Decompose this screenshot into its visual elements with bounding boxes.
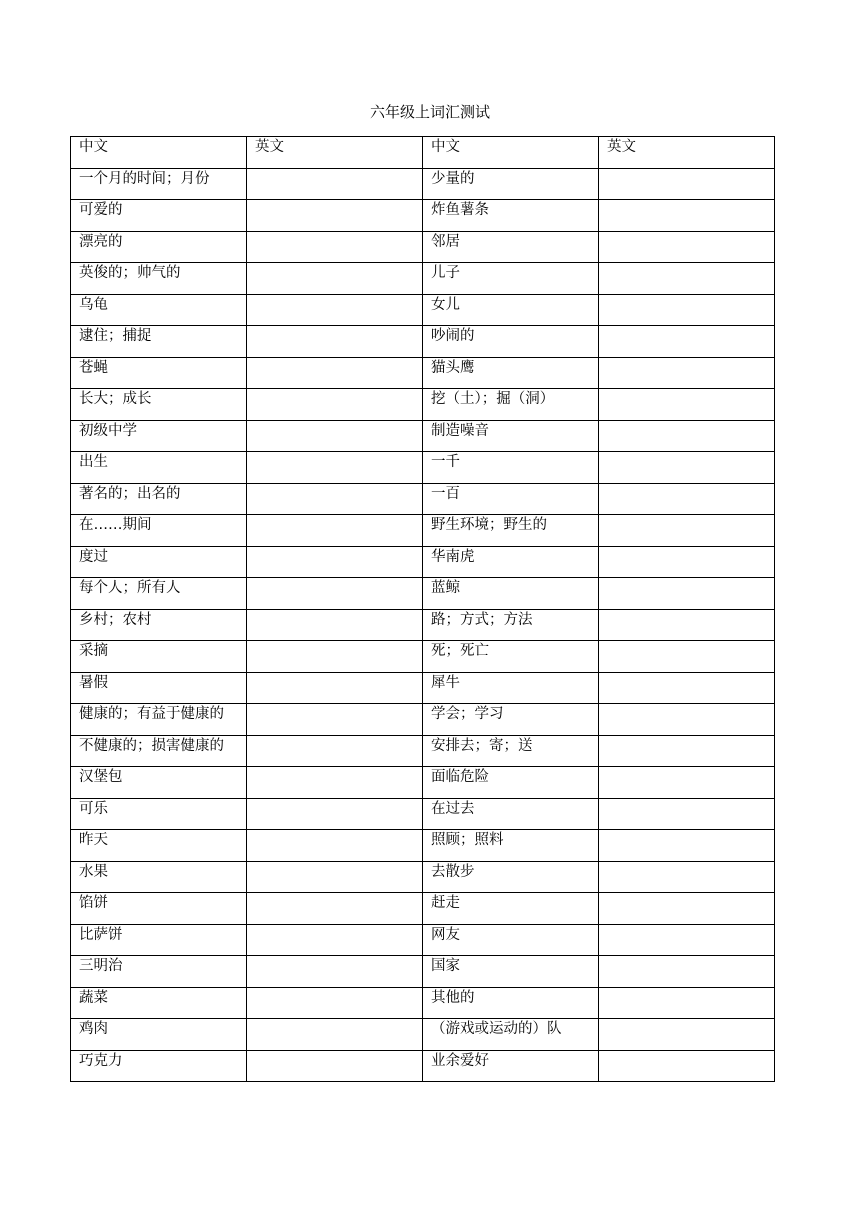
table-row [71, 483, 775, 515]
table-row [71, 578, 775, 610]
english-answer [255, 1019, 422, 1020]
english-answer [607, 452, 774, 453]
english-answer-cell-left[interactable] [247, 546, 423, 578]
chinese-term: 一百 [431, 485, 460, 502]
english-answer [255, 452, 422, 453]
chinese-term: 赶走 [431, 895, 460, 911]
chinese-cell-left [71, 1050, 247, 1082]
english-answer [607, 1019, 774, 1020]
english-answer-cell-right[interactable] [599, 483, 775, 515]
chinese-cell-left [71, 294, 247, 326]
english-answer-cell-right[interactable] [599, 578, 775, 610]
english-answer-cell-left[interactable] [247, 830, 423, 862]
chinese-cell-right [423, 200, 599, 232]
table-row [71, 546, 775, 578]
english-answer-cell-left[interactable] [247, 735, 423, 767]
chinese-cell-left [71, 987, 247, 1019]
english-answer [255, 295, 422, 296]
chinese-cell-left [71, 231, 247, 263]
english-answer-cell-right[interactable] [599, 704, 775, 736]
english-answer [255, 704, 422, 705]
chinese-term: 儿子 [431, 265, 460, 281]
english-answer [255, 956, 422, 957]
table-row [71, 798, 775, 830]
english-answer-cell-left[interactable] [247, 704, 423, 736]
english-answer-cell-left[interactable] [247, 200, 423, 232]
chinese-term: 制造噪音 [431, 422, 489, 439]
chinese-cell-right [423, 798, 599, 830]
chinese-term: 一千 [431, 454, 460, 470]
english-answer [255, 421, 422, 422]
chinese-cell-right [423, 830, 599, 862]
english-answer [607, 830, 774, 831]
chinese-cell-left [71, 452, 247, 484]
chinese-term: 挖（土）；掘（洞） [431, 391, 555, 407]
chinese-term: 吵闹的 [431, 328, 475, 344]
chinese-term: 汉堡包 [79, 769, 123, 785]
chinese-cell-left [71, 357, 247, 389]
chinese-cell-left [71, 641, 247, 673]
chinese-term: 比萨饼 [79, 926, 123, 943]
chinese-term: 少量的 [431, 170, 475, 187]
chinese-term: 猫头鹰 [431, 359, 475, 376]
chinese-term: 可乐 [79, 800, 108, 817]
chinese-term: 野生环境；野生的 [431, 517, 547, 533]
chinese-cell-left [71, 861, 247, 893]
english-answer [255, 515, 422, 516]
chinese-term: 馅饼 [79, 895, 108, 911]
english-answer [607, 200, 774, 201]
chinese-cell-left [71, 546, 247, 578]
english-answer [607, 767, 774, 768]
english-answer [607, 704, 774, 705]
english-answer-cell-left[interactable] [247, 515, 423, 547]
english-answer [255, 830, 422, 831]
chinese-term: 网友 [431, 926, 460, 943]
chinese-cell-left [71, 326, 247, 358]
table-row [71, 357, 775, 389]
chinese-cell-right [423, 956, 599, 988]
header-label: 英文 [607, 139, 636, 155]
chinese-term: 漂亮的 [79, 233, 123, 250]
chinese-term: 暑假 [79, 674, 108, 691]
english-answer [607, 515, 774, 516]
english-answer-cell-right[interactable] [599, 830, 775, 862]
chinese-cell-right [423, 578, 599, 610]
english-answer [255, 641, 422, 642]
chinese-term: 照顾；照料 [431, 832, 504, 848]
chinese-term: 路；方式；方法 [431, 611, 533, 628]
table-row [71, 735, 775, 767]
english-answer-cell-right[interactable] [599, 609, 775, 641]
chinese-cell-right [423, 893, 599, 925]
english-answer [255, 326, 422, 327]
english-answer-cell-left[interactable] [247, 294, 423, 326]
english-answer [607, 389, 774, 390]
chinese-term: 健康的；有益于健康的 [79, 706, 224, 722]
english-answer [255, 547, 422, 548]
english-answer-cell-left[interactable] [247, 168, 423, 200]
chinese-cell-left [71, 830, 247, 862]
chinese-term: 去散步 [431, 863, 475, 880]
english-answer [255, 673, 422, 674]
table-row [71, 956, 775, 988]
table-row [71, 263, 775, 295]
table-row [71, 893, 775, 925]
chinese-cell-left [71, 483, 247, 515]
chinese-term: 著名的；出名的 [79, 485, 181, 502]
english-answer [607, 673, 774, 674]
english-answer-cell-right[interactable] [599, 326, 775, 358]
english-answer [255, 232, 422, 233]
chinese-term: 度过 [79, 548, 108, 565]
english-answer-cell-right[interactable] [599, 294, 775, 326]
chinese-term: 在过去 [431, 800, 475, 817]
header-english-left [247, 137, 423, 169]
chinese-cell-right [423, 861, 599, 893]
english-answer [255, 893, 422, 894]
header-english-right [599, 137, 775, 169]
chinese-cell-right [423, 1050, 599, 1082]
chinese-cell-left [71, 263, 247, 295]
english-answer [607, 578, 774, 579]
chinese-term: 安排去；寄；送 [431, 737, 533, 754]
english-answer-cell-left[interactable] [247, 987, 423, 1019]
table-row [71, 389, 775, 421]
chinese-term: 邻居 [431, 233, 460, 250]
table-row [71, 924, 775, 956]
table-row [71, 609, 775, 641]
chinese-cell-left [71, 704, 247, 736]
chinese-cell-right [423, 767, 599, 799]
english-answer [607, 736, 774, 737]
english-answer-cell-right[interactable] [599, 231, 775, 263]
chinese-cell-left [71, 578, 247, 610]
chinese-term: 乡村；农村 [79, 611, 152, 628]
chinese-term: 蓝鲸 [431, 580, 460, 596]
chinese-cell-left [71, 515, 247, 547]
english-answer [607, 484, 774, 485]
english-answer-cell-left[interactable] [247, 767, 423, 799]
table-row [71, 200, 775, 232]
chinese-term: （游戏或运动的）队 [431, 1021, 562, 1037]
chinese-term: 一个月的时间；月份 [79, 170, 210, 187]
english-answer-cell-right[interactable] [599, 798, 775, 830]
table-row [71, 452, 775, 484]
english-answer-cell-right[interactable] [599, 924, 775, 956]
chinese-cell-left [71, 200, 247, 232]
chinese-term: 昨天 [79, 832, 108, 848]
chinese-cell-right [423, 357, 599, 389]
english-answer [607, 956, 774, 957]
chinese-cell-right [423, 672, 599, 704]
chinese-cell-right [423, 389, 599, 421]
vocabulary-table-body [71, 137, 775, 1082]
chinese-term: 采摘 [79, 643, 108, 659]
chinese-cell-right [423, 326, 599, 358]
chinese-cell-left [71, 1019, 247, 1051]
english-answer-cell-right[interactable] [599, 389, 775, 421]
chinese-term: 在……期间 [79, 517, 152, 533]
chinese-cell-right [423, 263, 599, 295]
english-answer [607, 326, 774, 327]
english-answer-cell-left[interactable] [247, 452, 423, 484]
chinese-term: 蔬菜 [79, 989, 108, 1006]
table-row [71, 641, 775, 673]
english-answer [255, 389, 422, 390]
english-answer [255, 1051, 422, 1052]
chinese-cell-right [423, 452, 599, 484]
page-title: 六年级上词汇测试 [369, 103, 490, 121]
english-answer [255, 799, 422, 800]
chinese-cell-right [423, 231, 599, 263]
chinese-term: 犀牛 [431, 674, 460, 691]
chinese-term: 国家 [431, 958, 460, 974]
english-answer-cell-right[interactable] [599, 263, 775, 295]
english-answer [255, 925, 422, 926]
chinese-term: 不健康的；损害健康的 [79, 737, 224, 754]
english-answer [607, 862, 774, 863]
table-row [71, 420, 775, 452]
english-answer [255, 169, 422, 170]
english-answer-cell-right[interactable] [599, 546, 775, 578]
chinese-cell-right [423, 987, 599, 1019]
english-answer [607, 799, 774, 800]
english-answer-cell-left[interactable] [247, 1019, 423, 1051]
table-row [71, 704, 775, 736]
english-answer-cell-right[interactable] [599, 168, 775, 200]
english-answer [607, 1051, 774, 1052]
chinese-term: 乌龟 [79, 296, 108, 313]
chinese-term: 可爱的 [79, 202, 123, 218]
english-answer [607, 641, 774, 642]
header-label: 中文 [431, 139, 460, 155]
chinese-term: 三明治 [79, 958, 123, 974]
english-answer [607, 263, 774, 264]
english-answer-cell-left[interactable] [247, 578, 423, 610]
chinese-term: 炸鱼薯条 [431, 202, 489, 218]
chinese-cell-right [423, 1019, 599, 1051]
chinese-cell-left [71, 767, 247, 799]
table-row [71, 672, 775, 704]
chinese-cell-right [423, 546, 599, 578]
english-answer-cell-right[interactable] [599, 987, 775, 1019]
english-answer-cell-right[interactable] [599, 1050, 775, 1082]
chinese-cell-right [423, 515, 599, 547]
chinese-term: 英俊的；帅气的 [79, 265, 181, 281]
table-row [71, 231, 775, 263]
english-answer-cell-left[interactable] [247, 609, 423, 641]
chinese-term: 业余爱好 [431, 1052, 489, 1069]
english-answer-cell-right[interactable] [599, 735, 775, 767]
chinese-cell-left [71, 389, 247, 421]
header-label: 英文 [255, 139, 284, 155]
english-answer [255, 862, 422, 863]
english-answer-cell-left[interactable] [247, 420, 423, 452]
chinese-cell-right [423, 609, 599, 641]
english-answer-cell-left[interactable] [247, 483, 423, 515]
chinese-term: 苍蝇 [79, 359, 108, 376]
english-answer [607, 893, 774, 894]
chinese-term: 逮住；捕捉 [79, 328, 152, 344]
chinese-term: 其他的 [431, 989, 475, 1006]
chinese-cell-right [423, 294, 599, 326]
english-answer-cell-right[interactable] [599, 767, 775, 799]
table-row [71, 987, 775, 1019]
english-answer [255, 358, 422, 359]
chinese-cell-left [71, 168, 247, 200]
chinese-term: 女儿 [431, 296, 460, 313]
chinese-term: 巧克力 [79, 1052, 123, 1069]
chinese-term: 初级中学 [79, 422, 137, 439]
english-answer [607, 925, 774, 926]
chinese-cell-left [71, 893, 247, 925]
chinese-term: 鸡肉 [79, 1021, 108, 1037]
table-row [71, 515, 775, 547]
english-answer-cell-left[interactable] [247, 956, 423, 988]
english-answer-cell-left[interactable] [247, 263, 423, 295]
chinese-term: 水果 [79, 863, 108, 880]
english-answer-cell-right[interactable] [599, 200, 775, 232]
english-answer-cell-right[interactable] [599, 452, 775, 484]
english-answer-cell-left[interactable] [247, 798, 423, 830]
table-row [71, 326, 775, 358]
header-chinese-right [423, 137, 599, 169]
chinese-cell-left [71, 735, 247, 767]
english-answer-cell-right[interactable] [599, 1019, 775, 1051]
english-answer [255, 767, 422, 768]
chinese-cell-left [71, 956, 247, 988]
chinese-cell-right [423, 924, 599, 956]
english-answer [607, 358, 774, 359]
english-answer-cell-left[interactable] [247, 893, 423, 925]
table-row [71, 830, 775, 862]
table-row [71, 861, 775, 893]
chinese-cell-left [71, 609, 247, 641]
table-header-row [71, 137, 775, 169]
english-answer [255, 610, 422, 611]
english-answer [607, 295, 774, 296]
english-answer [607, 610, 774, 611]
chinese-term: 每个人；所有人 [79, 580, 181, 596]
chinese-cell-left [71, 798, 247, 830]
english-answer-cell-right[interactable] [599, 893, 775, 925]
english-answer-cell-right[interactable] [599, 515, 775, 547]
english-answer [607, 988, 774, 989]
chinese-cell-right [423, 641, 599, 673]
english-answer [255, 484, 422, 485]
chinese-cell-right [423, 168, 599, 200]
english-answer-cell-right[interactable] [599, 357, 775, 389]
chinese-cell-left [71, 672, 247, 704]
english-answer [607, 547, 774, 548]
header-chinese-left [71, 137, 247, 169]
english-answer-cell-right[interactable] [599, 420, 775, 452]
english-answer [255, 200, 422, 201]
table-row [71, 1019, 775, 1051]
english-answer-cell-left[interactable] [247, 641, 423, 673]
english-answer-cell-left[interactable] [247, 389, 423, 421]
english-answer [607, 169, 774, 170]
english-answer-cell-right[interactable] [599, 641, 775, 673]
chinese-term: 学会；学习 [431, 706, 504, 722]
chinese-term: 出生 [79, 454, 108, 470]
english-answer [255, 263, 422, 264]
english-answer-cell-right[interactable] [599, 956, 775, 988]
english-answer-cell-left[interactable] [247, 357, 423, 389]
english-answer [255, 988, 422, 989]
english-answer-cell-right[interactable] [599, 672, 775, 704]
chinese-cell-left [71, 924, 247, 956]
chinese-cell-right [423, 704, 599, 736]
chinese-term: 死；死亡 [431, 643, 489, 659]
chinese-term: 长大；成长 [79, 391, 152, 407]
chinese-cell-left [71, 420, 247, 452]
table-row [71, 168, 775, 200]
chinese-term: 面临危险 [431, 769, 489, 785]
table-row [71, 1050, 775, 1082]
english-answer-cell-right[interactable] [599, 861, 775, 893]
chinese-cell-right [423, 735, 599, 767]
english-answer-cell-left[interactable] [247, 1050, 423, 1082]
chinese-cell-right [423, 483, 599, 515]
header-label: 中文 [79, 139, 108, 155]
english-answer [607, 421, 774, 422]
english-answer [607, 232, 774, 233]
english-answer-cell-left[interactable] [247, 924, 423, 956]
chinese-term: 华南虎 [431, 548, 475, 565]
table-row [71, 767, 775, 799]
english-answer [255, 736, 422, 737]
english-answer [255, 578, 422, 579]
english-answer-cell-left[interactable] [247, 861, 423, 893]
english-answer-cell-left[interactable] [247, 672, 423, 704]
english-answer-cell-left[interactable] [247, 231, 423, 263]
english-answer-cell-left[interactable] [247, 326, 423, 358]
vocabulary-table [70, 136, 775, 1082]
chinese-cell-right [423, 420, 599, 452]
table-row [71, 294, 775, 326]
